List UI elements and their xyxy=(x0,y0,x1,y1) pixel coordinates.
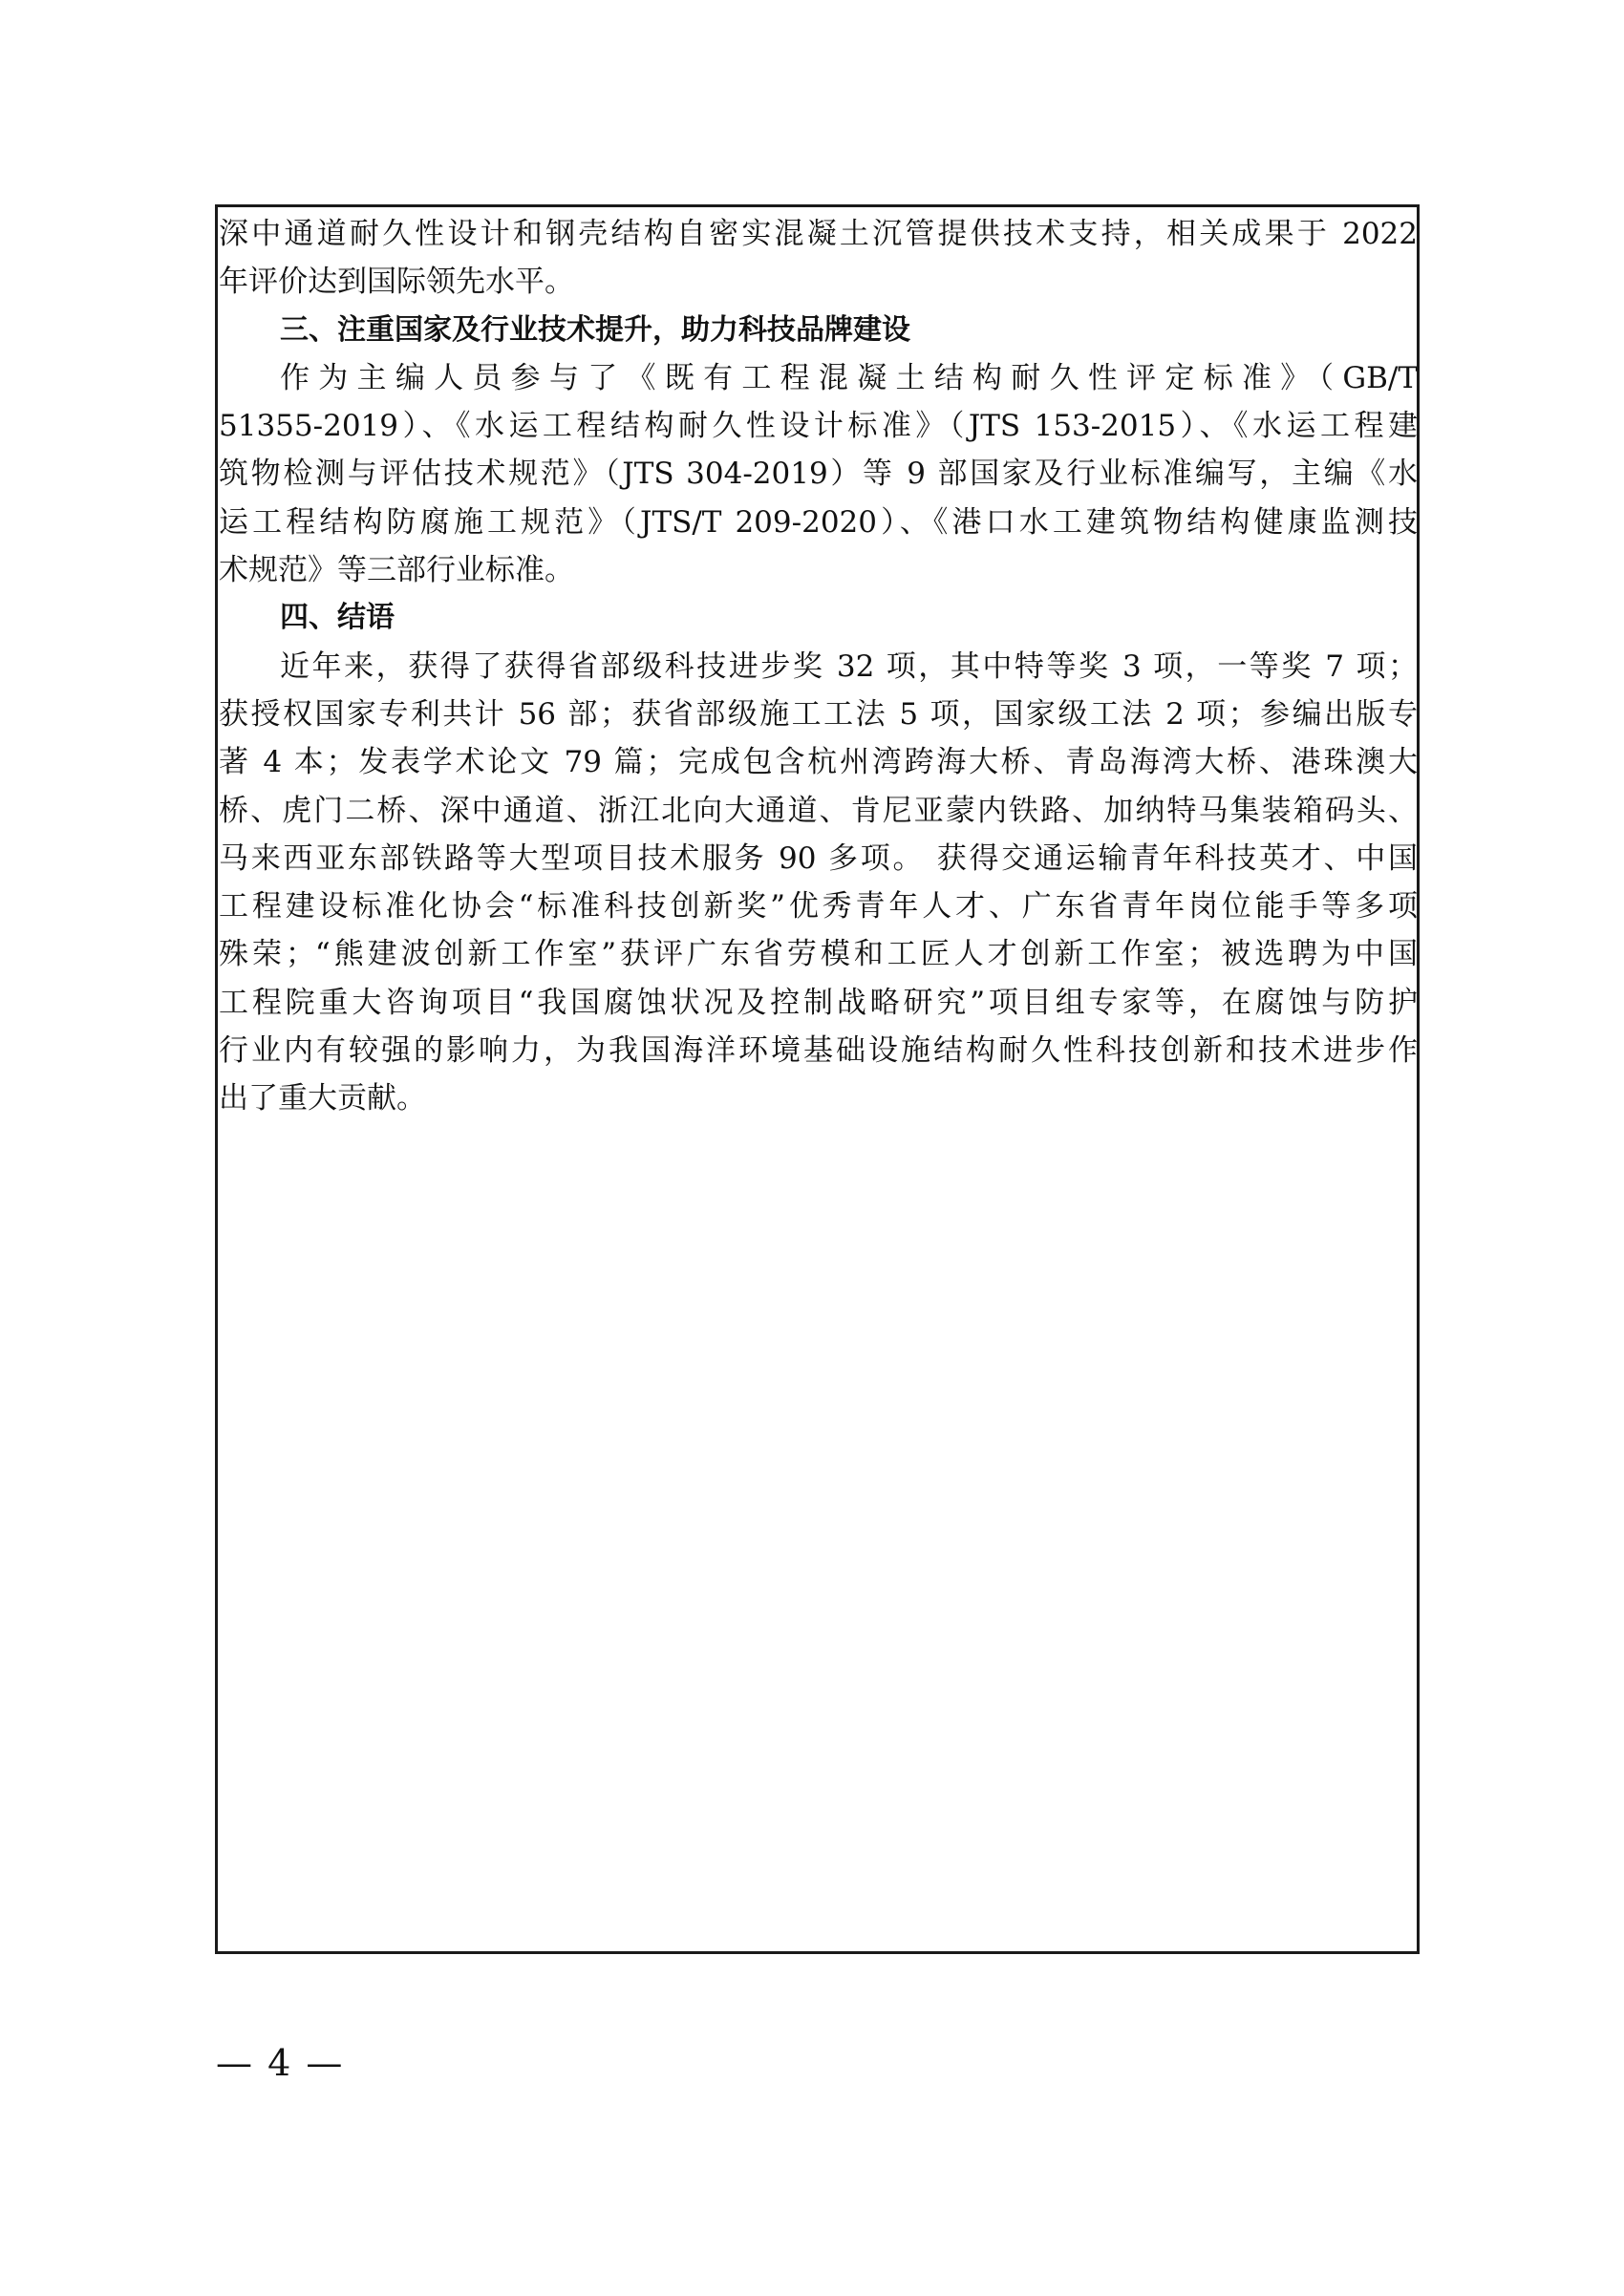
text-line: 著 4 本；发表学术论文 79 篇；完成包含杭州湾跨海大桥、青岛海湾大桥、港珠澳大 xyxy=(219,745,1418,780)
text-line: 作为主编人员参与了《既有工程混凝土结构耐久性评定标准》（GB/T xyxy=(280,360,1418,395)
text-line: 术规范》等三部行业标准。 xyxy=(219,553,574,588)
section-heading-3: 三、注重国家及行业技术提升，助力科技品牌建设 xyxy=(280,312,910,347)
text-line: 获授权国家专利共计 56 部；获省部级施工工法 5 项，国家级工法 2 项；参编出版专 xyxy=(219,696,1418,732)
text-line: 筑物检测与评估技术规范》（JTS 304-2019）等 9 部国家及行业标准编写，主编《水 xyxy=(219,457,1418,492)
text-line: 出了重大贡献。 xyxy=(219,1081,426,1116)
text-line: 工程院重大咨询项目“我国腐蚀状况及控制战略研究”项目组专家等，在腐蚀与防护 xyxy=(219,985,1418,1020)
text-line: 近年来，获得了获得省部级科技进步奖 32 项，其中特等奖 3 项，一等奖 7 项； xyxy=(280,648,1418,684)
content-text-block xyxy=(219,210,1418,1123)
text-line: 51355-2019）、《水运工程结构耐久性设计标准》（JTS 153-2015）、《水运工程建 xyxy=(219,409,1418,444)
text-line: 马来西亚东部铁路等大型项目技术服务 90 多项。 获得交通运输青年科技英才、中国 xyxy=(219,840,1418,876)
text-line: 工程建设标准化协会“标准科技创新奖”优秀青年人才、广东省青年岗位能手等多项 xyxy=(219,889,1418,925)
text-line: 深中通道耐久性设计和钢壳结构自密实混凝土沉管提供技术支持，相关成果于 2022 xyxy=(219,217,1418,251)
text-line: 桥、虎门二桥、深中通道、浙江北向大通道、肯尼亚蒙内铁路、加纳特马集装箱码头、 xyxy=(219,793,1418,828)
page-number: — 4 — xyxy=(216,2042,345,2084)
section-heading-4: 四、结语 xyxy=(280,601,395,635)
text-line: 行业内有较强的影响力，为我国海洋环境基础设施结构耐久性科技创新和技术进步作 xyxy=(219,1033,1418,1069)
text-line: 年评价达到国际领先水平。 xyxy=(219,265,574,300)
text-line: 运工程结构防腐施工规范》（JTS/T 209-2020）、《港口水工建筑物结构健康监测技 xyxy=(219,504,1418,540)
text-line: 殊荣；“熊建波创新工作室”获评广东省劳模和工匠人才创新工作室；被选聘为中国 xyxy=(219,937,1418,972)
